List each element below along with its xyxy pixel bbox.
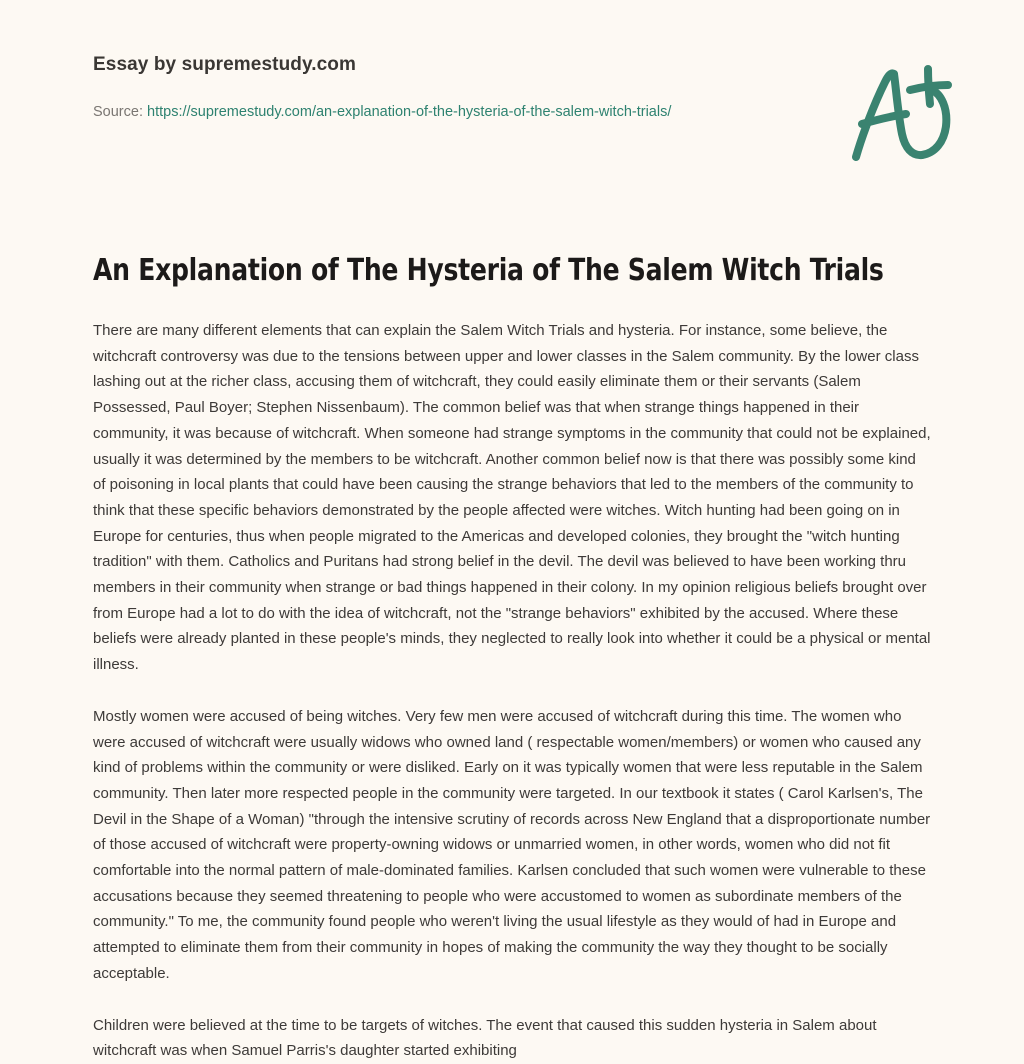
aplus-logo-icon bbox=[840, 58, 972, 168]
article-paragraph: Mostly women were accused of being witches. Very few men were accused of witchcraft during this time. The women who were accused of witchcraft were usually widows who owned land ( respectable women/members) or women who caused any kind of problems within the community or were disliked. Early on it was typically women that were less reputable in the Salem community. Then later more respected people in the community were targeted. In our textbook it states ( Carol Karlsen's, The Devil in the Shape of a Woman) "through the intensive scrutiny of records across New England that a disproportionate number of those accused of witchcraft were property-owning widows or unmarried women, in other words, women who did not fit comfortable into the normal pattern of male-dominated families. Karlsen concluded that such women were vulnerable to these accusations because they seemed threatening to people who were accustomed to women as subordinate members of the community." To me, the community found people who weren't living the usual lifestyle as they would of had in Europe and attempted to eliminate them from their community in hopes of making the community the way they thought to be socially acceptable. bbox=[93, 707, 931, 982]
article-body bbox=[93, 318, 931, 1064]
aplus-logo bbox=[840, 58, 972, 168]
source-line bbox=[93, 100, 753, 124]
article bbox=[93, 252, 931, 1064]
article-paragraph: Children were believed at the time to be targets of witches. The event that caused this sudden hysteria in Salem about witchcraft was when Samuel Parris's daughter started exhibiting bbox=[93, 1016, 877, 1060]
article-paragraph: There are many different elements that can explain the Salem Witch Trials and hysteria. For instance, some believe, the witchcraft controversy was due to the tensions between upper and lower classes in the Salem community. By the lower class lashing out at the richer class, accusing them of witchcraft, they could easily eliminate them or their servants (Salem Possessed, Paul Boyer; Stephen Nissenbaum). The common belief was that when strange things happened in their community, it was because of witchcraft. When someone had strange symptoms in the community that could not be explained, usually it was determined by the members to be witchcraft. Another common belief now is that there was possibly some kind of poisoning in local plants that could have been causing the strange behaviors that led to the members of the community to think that these specific behaviors demonstrated by the people affected were witches. Witch hunting had been going on in Europe for centuries, thus when people migrated to the Americas and developed colonies, they brought the "witch hunting tradition" with them. Catholics and Puritans had strong belief in the devil. The devil was believed to have been working thru members in their community when strange or bad things happened in their colony. In my opinion religious beliefs brought over from Europe had a lot to do with the idea of witchcraft, not the "strange behaviors" exhibited by the accused. Where these beliefs were already planted in these people's minds, they neglected to really look into whether it could be a physical or mental illness. bbox=[93, 322, 931, 674]
page-title: An Explanation of The Hysteria of The Salem Witch Trials bbox=[93, 253, 884, 288]
source-url-link[interactable]: https://supremestudy.com/an-explanation-of-the-hysteria-of-the-salem-witch-trials/ bbox=[147, 104, 672, 120]
source-label: Source: bbox=[93, 104, 143, 120]
byline: Essay by supremestudy.com bbox=[93, 54, 356, 75]
page-header bbox=[93, 52, 964, 124]
